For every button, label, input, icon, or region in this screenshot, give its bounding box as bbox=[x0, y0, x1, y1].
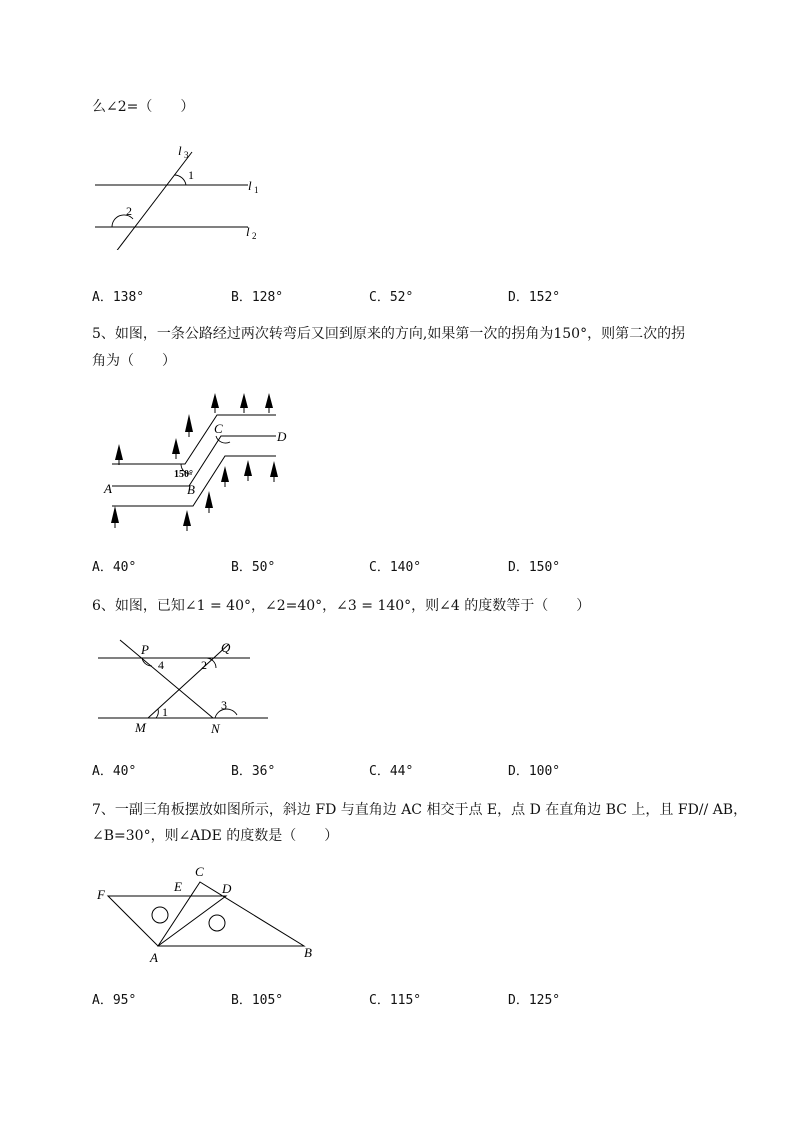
label-a: A bbox=[150, 950, 158, 965]
q6-option-c[interactable]: C．44° bbox=[369, 764, 414, 779]
q7-options bbox=[92, 989, 652, 1007]
label-l2: l bbox=[246, 224, 250, 239]
label-q: Q bbox=[221, 640, 231, 655]
q4-figure bbox=[90, 140, 270, 250]
label-d: D bbox=[222, 881, 232, 896]
label-l1-sub: 1 bbox=[254, 185, 259, 195]
angle-2-label: 2 bbox=[126, 204, 132, 218]
q6-option-a[interactable]: A．40° bbox=[92, 764, 137, 779]
label-c: C bbox=[195, 864, 204, 879]
q7-option-b[interactable]: B．105° bbox=[231, 993, 284, 1008]
q5-stem-line1: 5、如图，一条公路经过两次转弯后又回到原来的方向,如果第一次的拐角为150°，则第二次的拐 bbox=[92, 326, 686, 342]
q5-stem-line2: 角为（ ） bbox=[92, 353, 176, 369]
angle-4-label: 4 bbox=[158, 658, 164, 672]
label-m: M bbox=[135, 720, 146, 735]
q4-option-c[interactable]: C．52° bbox=[369, 290, 414, 305]
label-c: C bbox=[214, 421, 223, 436]
angle-1-label: 1 bbox=[188, 168, 194, 182]
q5-option-a[interactable]: A．40° bbox=[92, 560, 137, 575]
q7-option-c[interactable]: C．115° bbox=[369, 993, 422, 1008]
q5-figure bbox=[90, 388, 310, 538]
tree-icons bbox=[111, 393, 278, 531]
q4-stem-tail: 么∠2=（ ） bbox=[92, 99, 195, 115]
q5-option-b[interactable]: B．50° bbox=[231, 560, 276, 575]
angle-2-label: 2 bbox=[201, 658, 207, 672]
label-n: N bbox=[211, 721, 220, 736]
label-l2-sub: 2 bbox=[252, 231, 257, 241]
q4-option-d[interactable]: D．152° bbox=[508, 290, 561, 305]
label-a: A bbox=[104, 481, 112, 496]
label-e: E bbox=[174, 879, 182, 894]
label-d: D bbox=[277, 429, 287, 444]
q7-stem-line1: 7、一副三角板摆放如图所示，斜边 FD 与直角边 AC 相交于点 E，点 D 在直角边 BC 上，且 FD// AB， bbox=[92, 802, 748, 818]
angle-150-label: 150° bbox=[174, 469, 193, 480]
q7-stem-line2: ∠B=30°，则∠ADE 的度数是（ ） bbox=[92, 828, 339, 844]
label-b: B bbox=[304, 945, 312, 960]
q7-figure bbox=[90, 862, 330, 970]
label-l3: l bbox=[178, 143, 182, 158]
label-p: P bbox=[141, 642, 149, 657]
q7-option-d[interactable]: D．125° bbox=[508, 993, 561, 1008]
q4-option-b[interactable]: B．128° bbox=[231, 290, 284, 305]
q7-option-a[interactable]: A．95° bbox=[92, 993, 137, 1008]
q6-option-b[interactable]: B．36° bbox=[231, 764, 276, 779]
q5-option-c[interactable]: C．140° bbox=[369, 560, 422, 575]
q4-options bbox=[92, 286, 652, 304]
q6-options bbox=[92, 760, 652, 778]
label-f: F bbox=[97, 887, 105, 902]
q6-option-d[interactable]: D．100° bbox=[508, 764, 561, 779]
angle-1-label: 1 bbox=[162, 705, 168, 719]
label-l1: l bbox=[248, 178, 252, 193]
q6-figure bbox=[90, 636, 280, 742]
q6-stem-line1: 6、如图，已知∠1 = 40°，∠2=40°，∠3 = 140°，则∠4 的度数等于（ ） bbox=[92, 598, 591, 614]
q5-options bbox=[92, 556, 652, 574]
q5-option-d[interactable]: D．150° bbox=[508, 560, 561, 575]
label-b: B bbox=[187, 482, 195, 497]
angle-3-label: 3 bbox=[221, 698, 227, 712]
label-l3-sub: 3 bbox=[184, 150, 189, 160]
q4-option-a[interactable]: A．138° bbox=[92, 290, 145, 305]
